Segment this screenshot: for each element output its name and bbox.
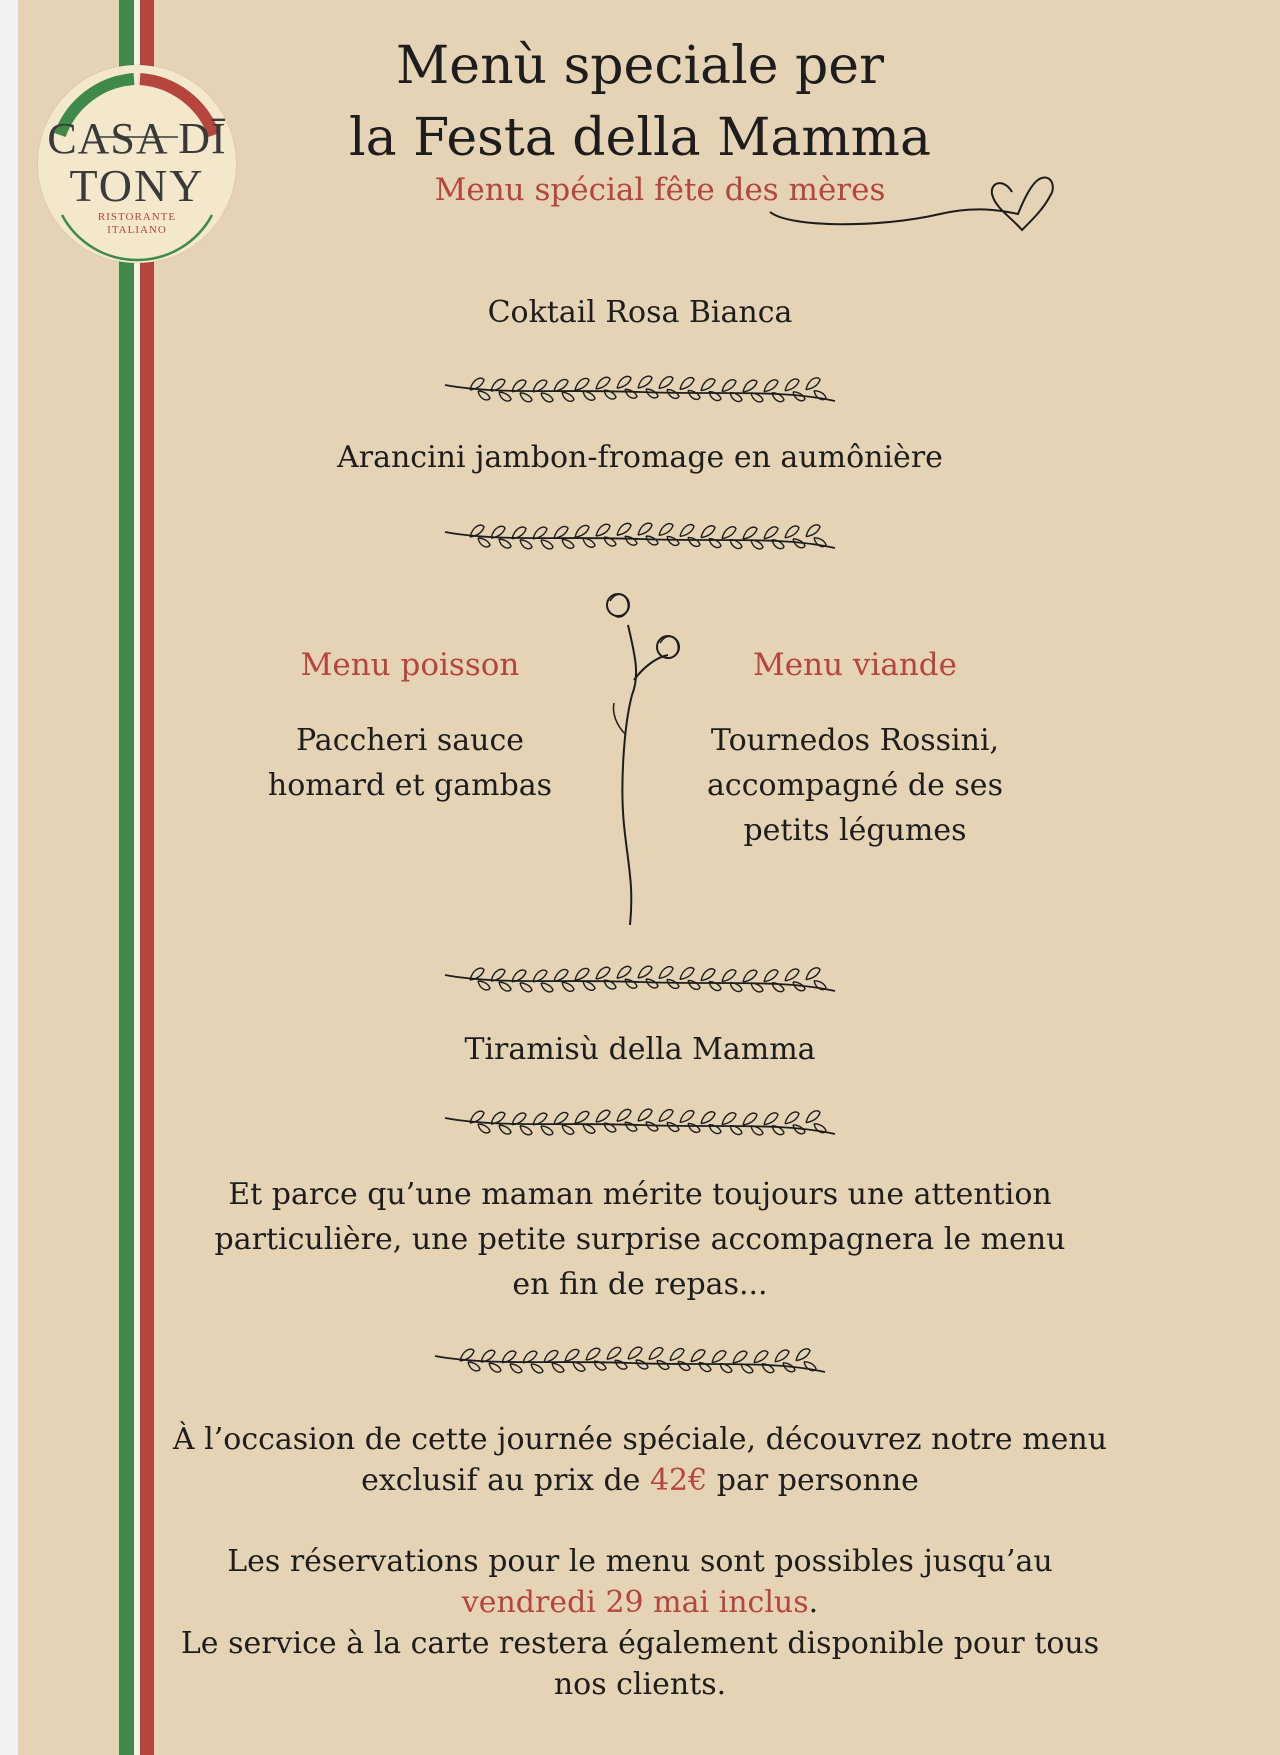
reservation-deadline: vendredi 29 mai inclus bbox=[461, 1585, 809, 1620]
surprise-line1: Et parce qu’une maman mérite toujours une attention bbox=[228, 1177, 1052, 1212]
logo-subtitle-2: ITALIANO bbox=[107, 224, 167, 236]
price-line2 bbox=[150, 1458, 1130, 1503]
leaf-divider-icon bbox=[440, 955, 840, 1005]
page-title-line2: la Festa della Mamma bbox=[348, 108, 931, 168]
leaf-divider-icon bbox=[440, 365, 840, 415]
fish-menu-dish-line1: Paccheri sauce bbox=[295, 723, 525, 758]
reservation-line1: Les réservations pour le menu sont possibles jusqu’au bbox=[227, 1544, 1053, 1579]
page-title-line1: Menù speciale per bbox=[396, 36, 884, 96]
meat-menu-dish-line2: accompagné de ses bbox=[707, 768, 1003, 803]
leaf-divider-icon bbox=[440, 512, 840, 562]
leaf-divider-icon bbox=[430, 1336, 830, 1386]
leaf-divider-icon bbox=[440, 1098, 840, 1148]
fish-menu-dish-line2: homard et gambas bbox=[267, 768, 553, 803]
price-line2-after: par personne bbox=[707, 1463, 919, 1498]
logo-subtitle-1: RISTORANTE bbox=[97, 211, 177, 223]
reservation-deadline-suffix: . bbox=[808, 1585, 819, 1620]
course-dessert: Tiramisù della Mamma bbox=[464, 1032, 816, 1067]
surprise-line2: particulière, une petite surprise accompagnera le menu bbox=[214, 1222, 1066, 1257]
surprise-line3: en fin de repas... bbox=[512, 1267, 768, 1302]
course-starter: Arancini jambon-fromage en aumônière bbox=[337, 440, 943, 475]
meat-menu-heading: Menu viande bbox=[753, 647, 957, 683]
price-line1: À l’occasion de cette journée spéciale, découvrez notre menu bbox=[172, 1422, 1108, 1457]
meat-menu-dish-line3: petits légumes bbox=[743, 813, 967, 848]
flower-stem-icon bbox=[590, 585, 680, 925]
reservation-line2 bbox=[150, 1580, 1130, 1625]
fish-menu-heading: Menu poisson bbox=[300, 647, 520, 683]
price-line2-before: exclusif au prix de bbox=[361, 1463, 650, 1498]
course-cocktail: Coktail Rosa Bianca bbox=[487, 295, 793, 330]
reservation-line4: nos clients. bbox=[553, 1667, 727, 1702]
italian-flag-stripe-green bbox=[119, 0, 134, 1755]
price-amount: 42€ bbox=[649, 1463, 708, 1498]
restaurant-logo bbox=[38, 65, 236, 263]
heart-swirl-icon bbox=[760, 170, 1060, 245]
logo-name-line1: CASA DĪ bbox=[47, 114, 227, 163]
reservation-line3: Le service à la carte restera également disponible pour tous bbox=[180, 1626, 1100, 1661]
logo-name-line2: TONY bbox=[69, 160, 205, 211]
meat-menu-dish-line1: Tournedos Rossini, bbox=[710, 723, 1000, 758]
page-subtitle: Menu spécial fête des mères bbox=[434, 172, 886, 208]
